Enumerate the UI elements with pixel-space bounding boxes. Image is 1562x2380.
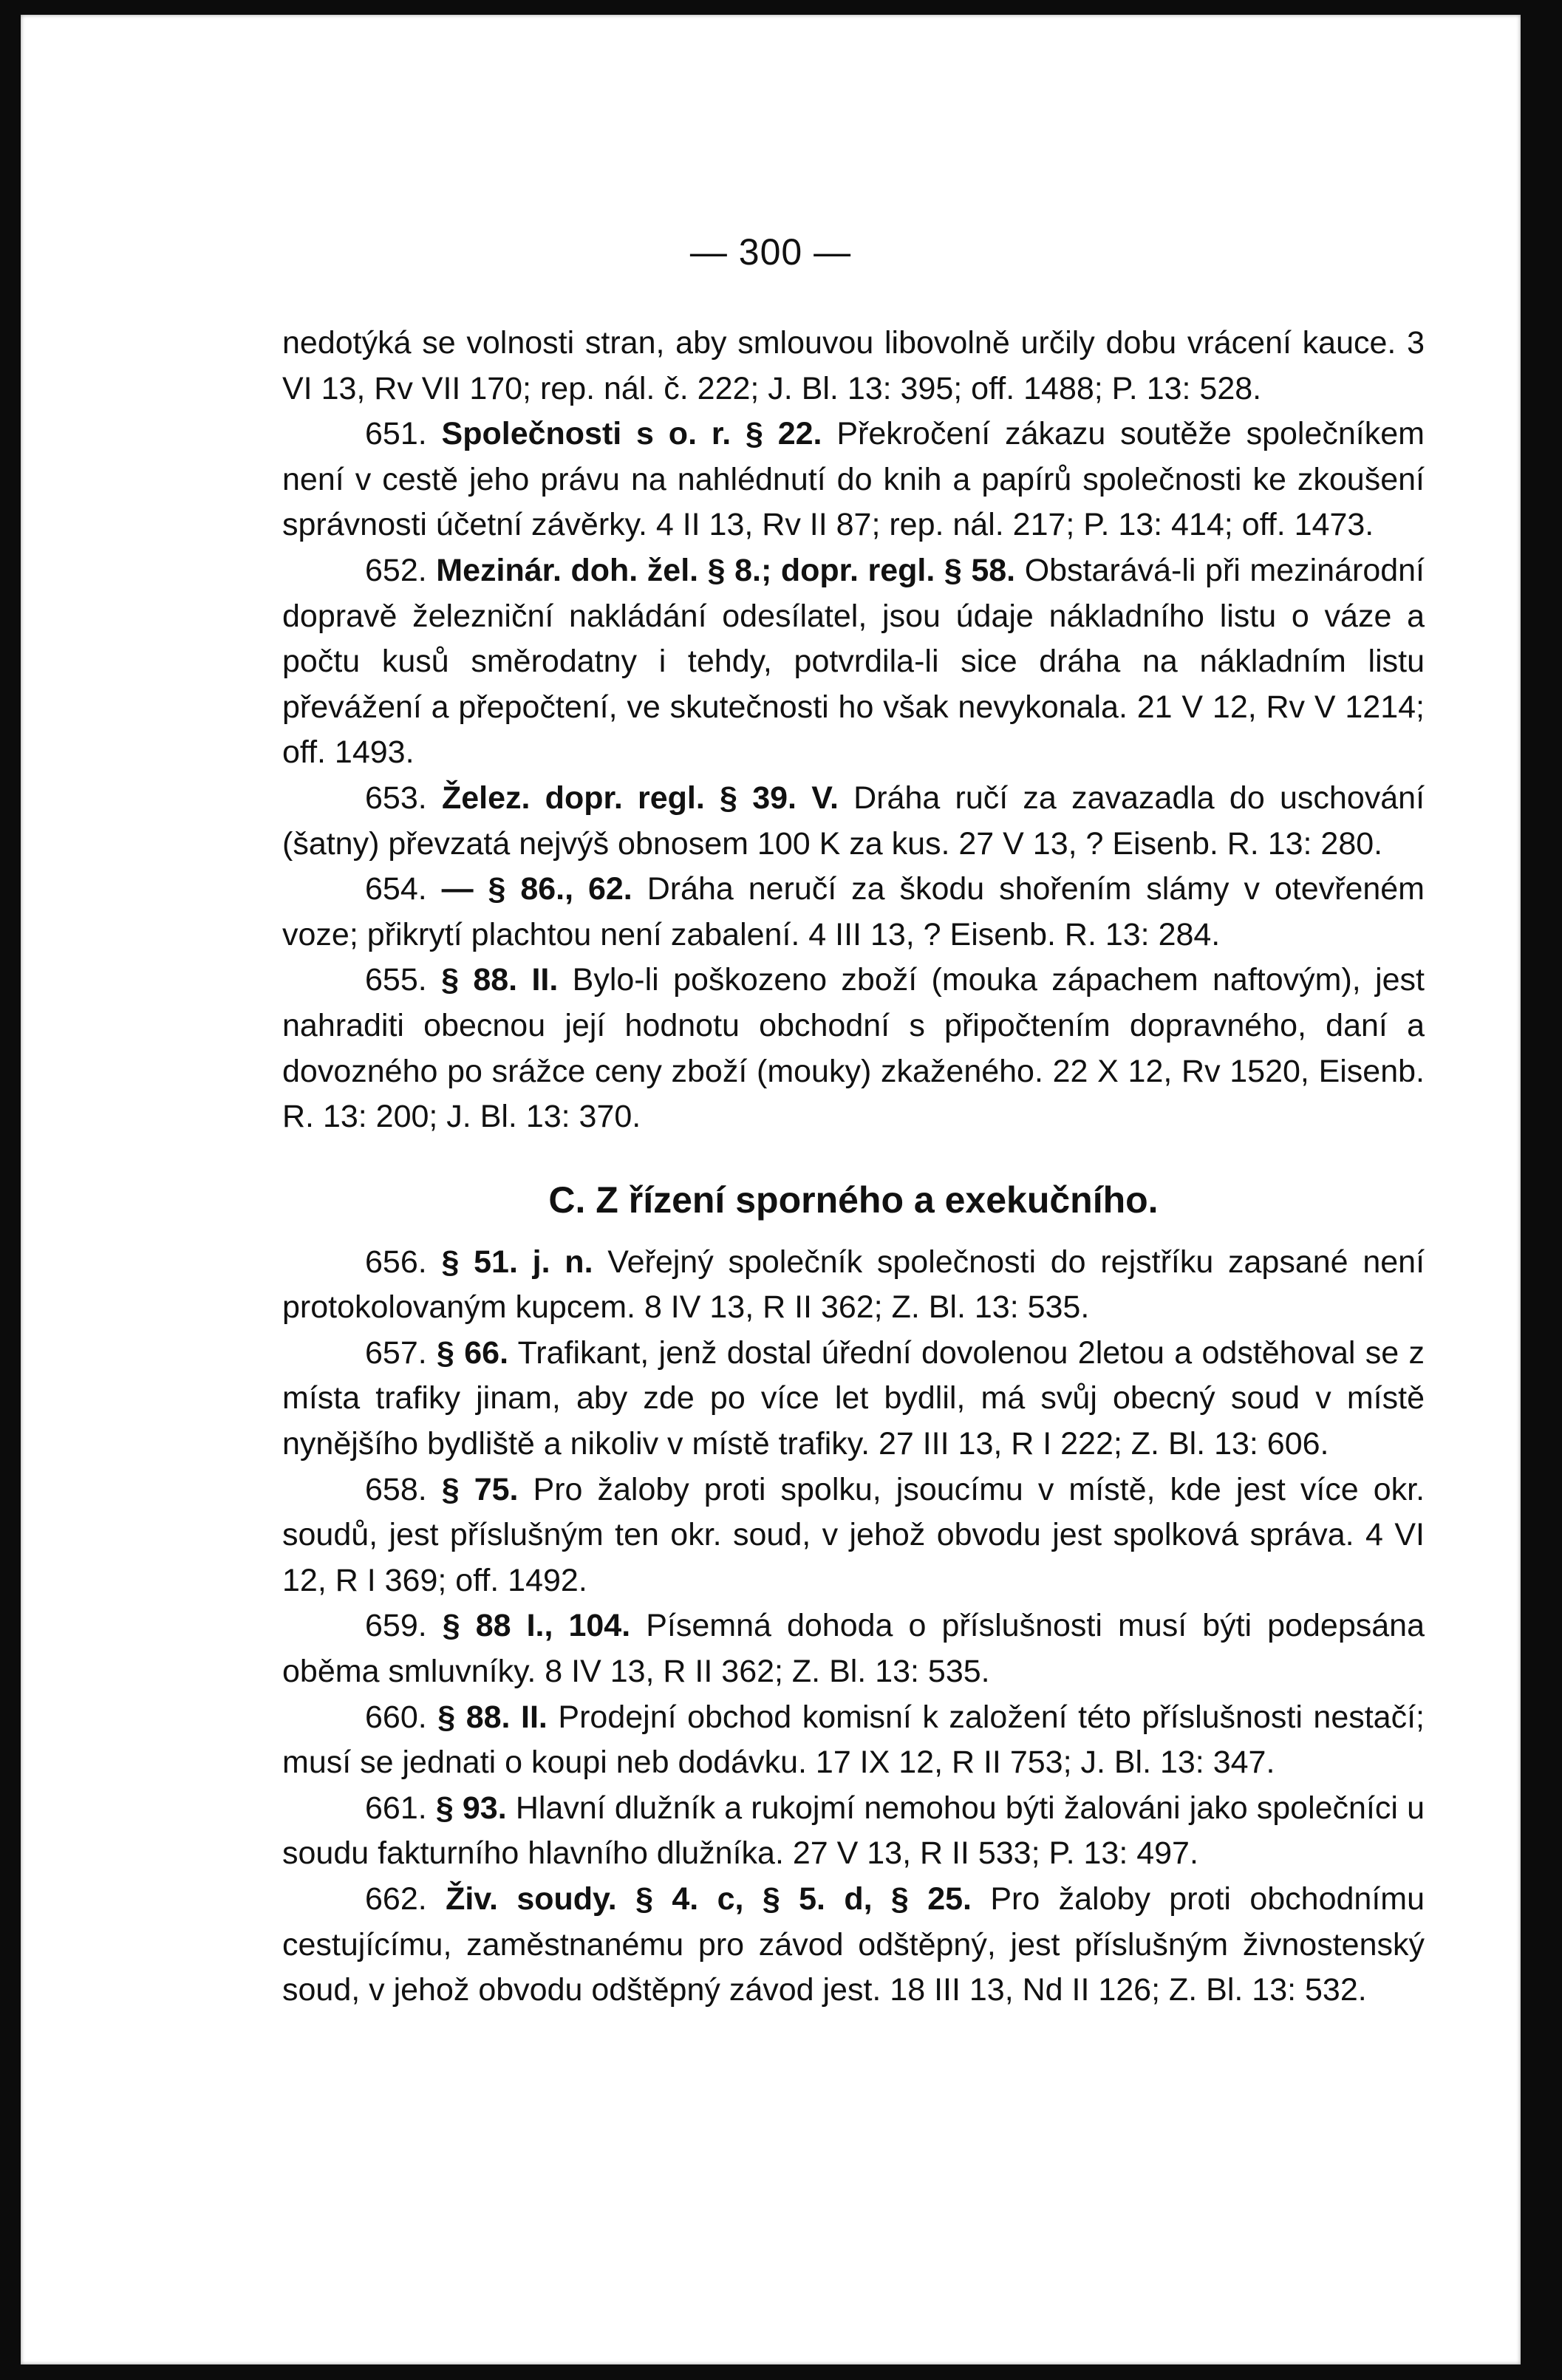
entry-text: Pro žaloby proti spolku, jsoucímu v místě, kde jest více okr. soudů, jest příslušným ten okr. soud, v jehož obvodu jest spolková správa. 4 VI 12, R I 369; off. 1492. — [282, 1471, 1425, 1598]
entry-661 — [282, 1786, 1425, 1877]
entry-656 — [282, 1240, 1425, 1331]
entry-number: 654. — [365, 871, 427, 907]
entry-658 — [282, 1467, 1425, 1604]
entry-662 — [282, 1877, 1425, 2014]
entry-text: Hlavní dlužník a rukojmí nemohou býti žalováni jako společníci u soudu fakturního hlavního dlužníka. 27 V 13, R II 533; P. 13: 497. — [282, 1790, 1425, 1872]
page-number: — 300 — — [689, 231, 852, 273]
entry-number: 657. — [365, 1334, 427, 1371]
entry-659 — [282, 1603, 1425, 1694]
entry-text: Prodejní obchod komisní k založení této příslušnosti nestačí; musí se jednati o koupi neb dodávku. 17 IX 12, R II 753; J. Bl. 13: 347. — [282, 1699, 1425, 1781]
entry-655 — [282, 958, 1425, 1139]
page-content — [282, 321, 1425, 2014]
entry-654 — [282, 867, 1425, 958]
entry-text: Pro žaloby proti obchodnímu cestujícímu, zaměstnanému pro závod odštěpný, jest příslušným živnostenský soud, v jehož obvodu odštěpný závod jest. 18 III 13, Nd II 126; Z. Bl. 13: 532. — [282, 1881, 1425, 2008]
section-heading: C. Z řízení sporného a exekučního. — [548, 1179, 1159, 1221]
entry-number: 658. — [365, 1471, 427, 1507]
entry-number: 660. — [365, 1699, 427, 1735]
entry-reference: Živ. soudy. § 4. c, § 5. d, § 25. — [446, 1881, 972, 1917]
entry-reference: § 88 I., 104. — [442, 1608, 631, 1644]
entry-653 — [282, 776, 1425, 867]
entry-number: 653. — [365, 780, 427, 816]
entry-text: Bylo-li poškozeno zboží (mouka zápachem naftovým), jest nahraditi obecnou její hodnotu obchodní s připočtením dopravného, daní a dovozného po srážce ceny zboží (mouky) zkaženého. 22 X 12, Rv 1520, Eisenb. R. 13: 200; J. Bl. 13: 370. — [282, 962, 1425, 1135]
entry-number: 655. — [365, 962, 427, 998]
entry-reference: § 75. — [441, 1471, 519, 1507]
entry-reference: § 66. — [437, 1334, 509, 1371]
entry-text: Dráha neručí za škodu shořením slámy v otevřeném voze; přikrytí plachtou není zabalení. 4 III 13, ? Eisenb. R. 13: 284. — [282, 871, 1425, 952]
entry-651 — [282, 412, 1425, 548]
book-page — [21, 15, 1521, 2364]
entry-reference: § 88. II. — [437, 1699, 548, 1735]
entry-text: Překročení zákazu soutěže společníkem není v cestě jeho právu na nahlédnutí do knih a papírů společnosti ke zkoušení správnosti účetní závěrky. 4 II 13, Rv II 87; rep. nál. 217; P. 13: 414; off. 1473. — [282, 416, 1425, 543]
entry-reference: Společnosti s o. r. § 22. — [441, 416, 822, 452]
entry-text: Trafikant, jenž dostal úřední dovolenou 2letou a odstěhoval se z místa trafiky jinam, aby zde po více let bydlil, má svůj obecný soud v místě nynějšího bydliště a nikoliv v místě trafiky. 27 III 13, R I 222; Z. Bl. 13: 606. — [282, 1334, 1425, 1462]
entry-number: 662. — [365, 1881, 427, 1917]
entry-number: 656. — [365, 1244, 427, 1280]
entry-652 — [282, 548, 1425, 776]
intro-paragraph: nedotýká se volnosti stran, aby smlouvou libovolně určily dobu vrácení kauce. 3 VI 13, Rv VII 170; rep. nál. č. 222; J. Bl. 13: 395; off. 1488; P. 13: 528. — [282, 325, 1425, 406]
entry-number: 651. — [365, 416, 427, 452]
entry-reference: § 51. j. n. — [441, 1244, 593, 1280]
entry-reference: Želez. dopr. regl. § 39. V. — [441, 780, 839, 816]
entry-text: Dráha ručí za zavazadla do uschování (šatny) převzatá nejvýš obnosem 100 K za kus. 27 V 13, ? Eisenb. R. 13: 280. — [282, 780, 1425, 862]
entry-text: Písemná dohoda o příslušnosti musí býti podepsána oběma smluvníky. 8 IV 13, R II 362; Z. Bl. 13: 535. — [282, 1608, 1425, 1690]
entry-reference: § 88. II. — [441, 962, 559, 998]
entry-number: 652. — [365, 552, 427, 588]
entry-reference: Mezinár. doh. žel. § 8.; dopr. regl. § 58. — [436, 552, 1016, 588]
entry-657 — [282, 1331, 1425, 1467]
entry-reference: — § 86., 62. — [441, 871, 632, 907]
entry-number: 661. — [365, 1790, 427, 1826]
entry-text: Veřejný společník společnosti do rejstříku zapsané není protokolovaným kupcem. 8 IV 13, R II 362; Z. Bl. 13: 535. — [282, 1244, 1425, 1326]
entry-text: Obstarává-li při mezinárodní dopravě železniční nakládání odesílatel, jsou údaje nákladního listu o váze a počtu kusů směrodatny i tehdy, potvrdila-li sice dráha na nákladním listu převážení a přepočtení, ve skutečnosti ho však nevykonala. 21 V 12, Rv V 1214; off. 1493. — [282, 552, 1425, 771]
entry-number: 659. — [365, 1608, 427, 1644]
entry-660 — [282, 1695, 1425, 1786]
entry-reference: § 93. — [435, 1790, 507, 1826]
